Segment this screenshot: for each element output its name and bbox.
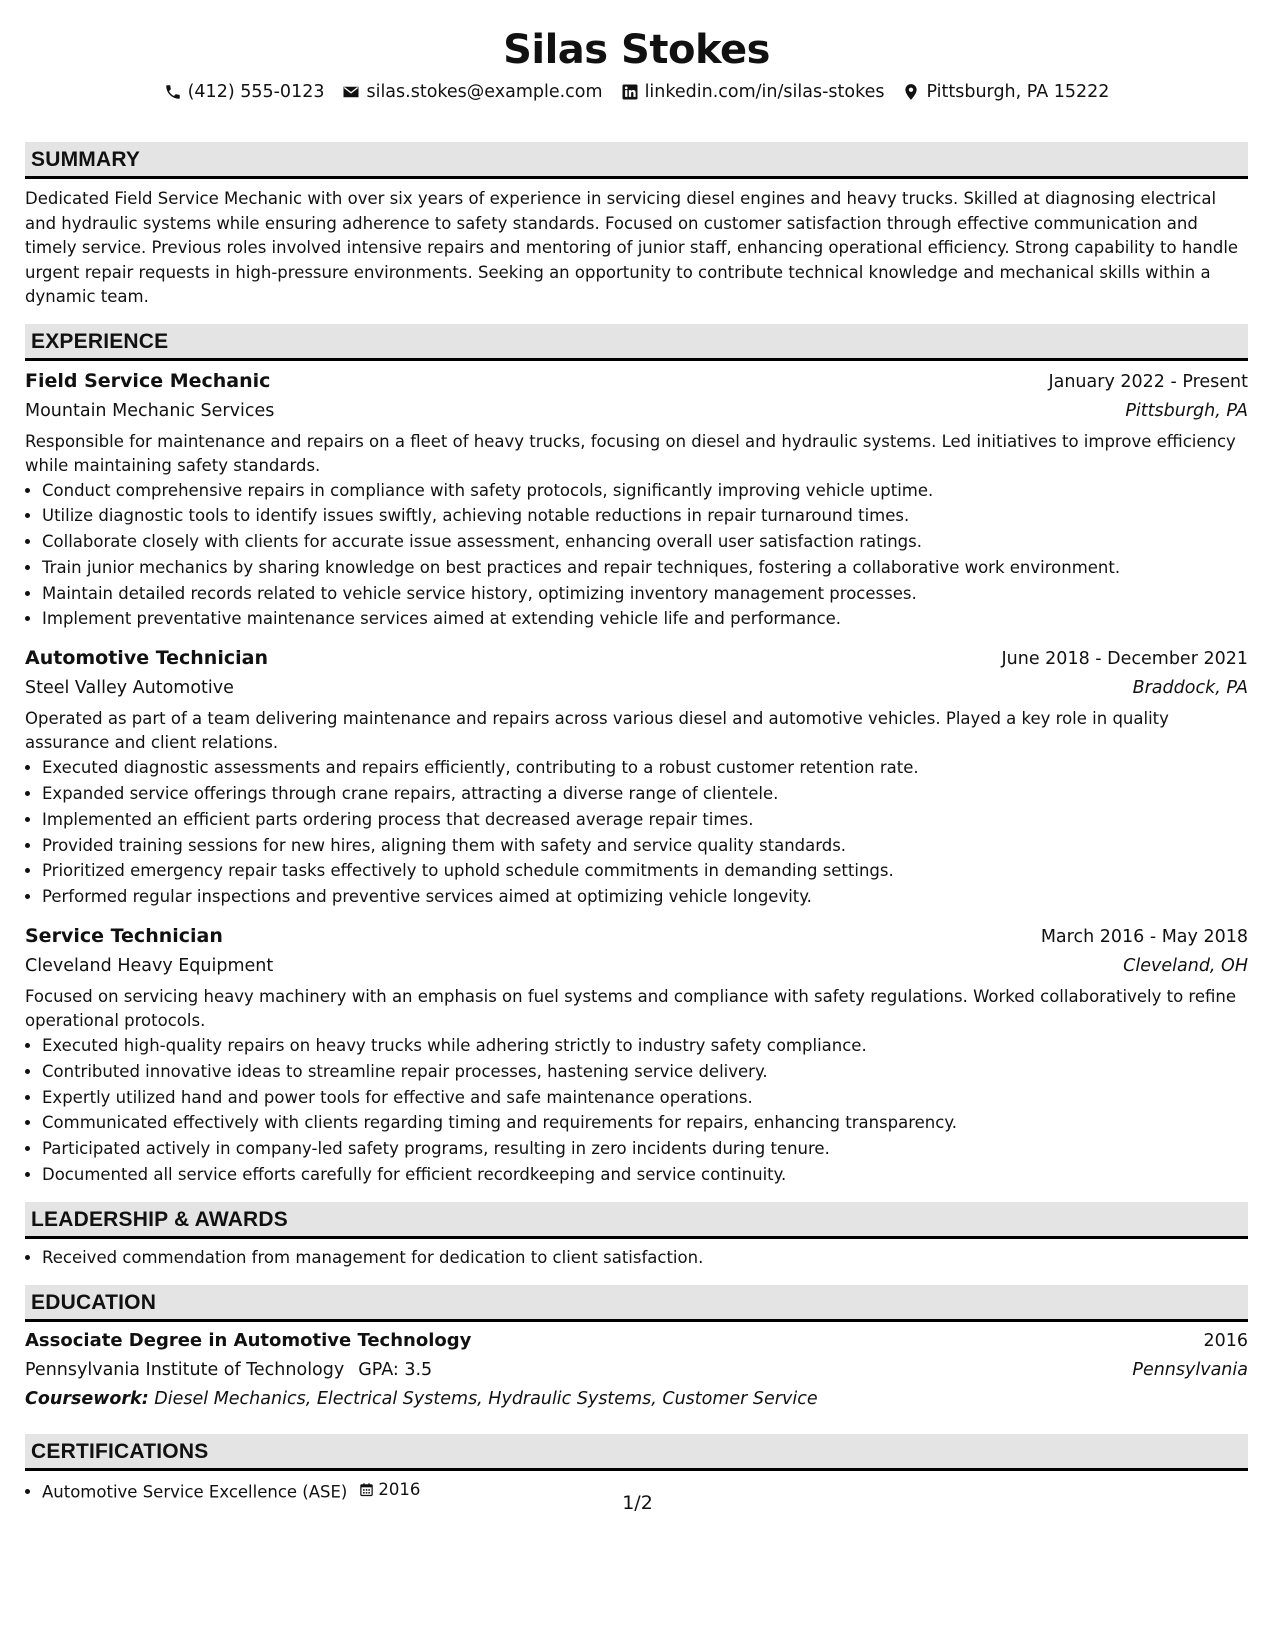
job-company: Steel Valley Automotive <box>25 678 234 699</box>
job-location: Braddock, PA <box>1132 678 1248 699</box>
summary-text: Dedicated Field Service Mechanic with over six years of experience in servicing diesel engines and heavy trucks. Skilled at diagnosing electrical and hydraulic systems while ensuring adherence to safety standards. Focused on customer satisfaction through effective communication and timely service. Previous roles involved intensive repairs and mentoring of junior staff, enhancing operational efficiency. Strong capability to handle urgent repair requests in high-pressure environments. Seeking an opportunity to contribute technical knowledge and mechanical skills within a dynamic team. <box>25 189 1239 306</box>
job-bullets <box>25 1033 1248 1188</box>
linkedin-icon <box>621 83 639 101</box>
job-dates: January 2022 - Present <box>1048 371 1248 392</box>
envelope-icon <box>342 83 360 101</box>
job-description: Responsible for maintenance and repairs on a fleet of heavy trucks, focusing on diesel and hydraulic systems. Led initiatives to improve efficiency while maintaining safety standards. <box>25 431 1236 475</box>
job-company: Mountain Mechanic Services <box>25 400 275 421</box>
job-title: Service Technician <box>25 925 223 948</box>
coursework-label: Coursework: <box>25 1388 149 1409</box>
job-bullets <box>25 478 1248 633</box>
section-heading-summary: SUMMARY <box>25 142 1248 179</box>
list-item: • Maintain detailed records related to vehicle service history, optimizing inventory management processes. <box>42 581 1248 607</box>
candidate-name: Silas Stokes <box>503 27 770 73</box>
school-line <box>25 1356 432 1385</box>
leadership-section <box>25 1202 1248 1271</box>
list-item: • Implement preventative maintenance services aimed at extending vehicle life and performance. <box>42 606 1248 632</box>
list-item: • Implemented an efficient parts ordering process that decreased average repair times. <box>42 807 1248 833</box>
job-entry <box>25 367 1248 633</box>
phone-icon <box>164 83 182 101</box>
location-text: Pittsburgh, PA 15222 <box>926 82 1110 102</box>
list-item: • Executed high-quality repairs on heavy trucks while adhering strictly to industry safety compliance. <box>42 1033 1248 1059</box>
linkedin-text: linkedin.com/in/silas-stokes <box>644 82 885 102</box>
job-location: Cleveland, OH <box>1123 956 1248 977</box>
contact-bar <box>25 80 1248 104</box>
job-title: Automotive Technician <box>25 647 268 670</box>
section-heading-experience: EXPERIENCE <box>25 324 1248 361</box>
leadership-bullets <box>25 1245 1248 1271</box>
contact-location <box>902 80 1109 104</box>
degree-year: 2016 <box>1203 1330 1248 1351</box>
coursework-list: Diesel Mechanics, Electrical Systems, Hydraulic Systems, Customer Service <box>154 1388 818 1409</box>
list-item: • Participated actively in company-led safety programs, resulting in zero incidents during tenure. <box>42 1136 1248 1162</box>
job-dates: June 2018 - December 2021 <box>1001 649 1248 670</box>
list-item: • Contributed innovative ideas to streamline repair processes, hastening service delivery. <box>42 1059 1248 1085</box>
experience-section <box>25 324 1248 1188</box>
certification-name: Automotive Service Excellence (ASE) <box>42 1482 348 1502</box>
list-item: • Provided training sessions for new hires, aligning them with safety and service quality standards. <box>42 833 1248 859</box>
coursework-line <box>25 1385 1248 1414</box>
list-item: • Train junior mechanics by sharing knowledge on best practices and repair techniques, fostering a collaborative work environment. <box>42 555 1248 581</box>
job-location: Pittsburgh, PA <box>1125 400 1248 421</box>
gpa-text: GPA: 3.5 <box>358 1359 433 1380</box>
email-text: silas.stokes@example.com <box>366 82 603 102</box>
school-location: Pennsylvania <box>1132 1359 1248 1380</box>
education-section <box>25 1285 1248 1414</box>
list-item: • Prioritized emergency repair tasks effectively to uphold schedule commitments in demanding settings. <box>42 858 1248 884</box>
resume-content <box>25 0 1248 1505</box>
section-heading-leadership: LEADERSHIP & AWARDS <box>25 1202 1248 1239</box>
degree-title: Associate Degree in Automotive Technology <box>25 1329 472 1351</box>
contact-phone[interactable] <box>164 80 325 104</box>
list-item: • Utilize diagnostic tools to identify issues swiftly, achieving notable reductions in repair turnaround times. <box>42 503 1248 529</box>
phone-text: (412) 555-0123 <box>187 82 325 102</box>
section-heading-certifications: CERTIFICATIONS <box>25 1434 1248 1471</box>
list-item: • Executed diagnostic assessments and repairs efficiently, contributing to a robust customer retention rate. <box>42 755 1248 781</box>
job-description: Operated as part of a team delivering maintenance and repairs across various diesel and automotive vehicles. Played a key role in quality assurance and client relations. <box>25 709 1169 753</box>
contact-linkedin[interactable] <box>621 80 885 104</box>
list-item: • Expanded service offerings through crane repairs, attracting a diverse range of clientele. <box>42 781 1248 807</box>
summary-section <box>25 142 1248 310</box>
job-entry <box>25 922 1248 1188</box>
list-item: • Conduct comprehensive repairs in compliance with safety protocols, significantly improving vehicle uptime. <box>42 478 1248 504</box>
job-dates: March 2016 - May 2018 <box>1040 927 1248 948</box>
section-heading-education: EDUCATION <box>25 1285 1248 1322</box>
job-bullets <box>25 755 1248 910</box>
contact-email[interactable] <box>342 80 602 104</box>
page-number: 1/2 <box>622 1492 653 1514</box>
education-entry <box>25 1326 1248 1414</box>
list-item: • Received commendation from management for dedication to client satisfaction. <box>42 1245 1248 1271</box>
job-entry <box>25 644 1248 910</box>
job-title: Field Service Mechanic <box>25 369 271 392</box>
job-description: Focused on servicing heavy machinery with an emphasis on fuel systems and compliance with safety regulations. Worked collaboratively to refine operational protocols. <box>25 987 1237 1031</box>
certification-date-text: 2016 <box>378 1479 421 1499</box>
list-item: • Performed regular inspections and preventive services aimed at optimizing vehicle longevity. <box>42 884 1248 910</box>
list-item: • Expertly utilized hand and power tools for effective and safe maintenance operations. <box>42 1085 1248 1111</box>
map-pin-icon <box>902 83 920 101</box>
list-item: • Communicated effectively with clients regarding timing and requirements for repairs, enhancing transparency. <box>42 1110 1248 1136</box>
school-name: Pennsylvania Institute of Technology <box>25 1359 345 1380</box>
job-company: Cleveland Heavy Equipment <box>25 956 274 977</box>
list-item: • Documented all service efforts carefully for efficient recordkeeping and service continuity. <box>42 1162 1248 1188</box>
list-item: • Collaborate closely with clients for accurate issue assessment, enhancing overall user satisfaction ratings. <box>42 529 1248 555</box>
